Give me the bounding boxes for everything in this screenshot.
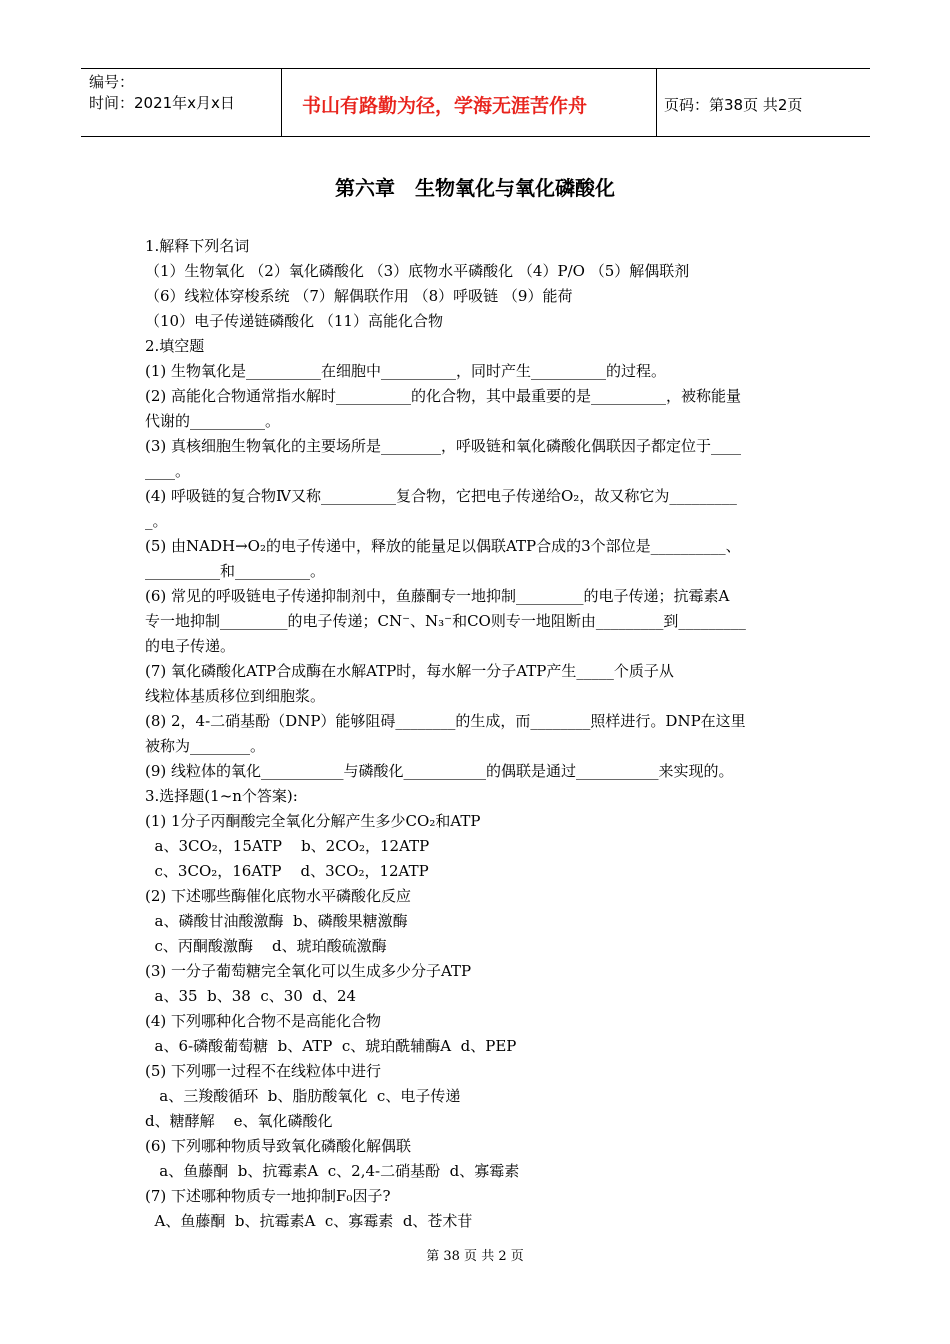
text-line: (6) 常见的呼吸链电子传递抑制剂中，鱼藤酮专一地抑制_________的电子传递；抗霉素A	[145, 587, 730, 605]
text-line: (5) 下列哪一过程不在线粒体中进行	[145, 1062, 382, 1080]
text-line: （6）线粒体穿梭系统 （7）解偶联作用 （8）呼吸链 （9）能荷	[145, 287, 573, 305]
text-line: （10）电子传递链磷酸化 （11）高能化合物	[145, 312, 443, 330]
text-line: (4) 呼吸链的复合物Ⅳ又称__________复合物，它把电子传递给O₂，故又称它为_________	[145, 487, 737, 505]
text-line: (4) 下列哪种化合物不是高能化合物	[145, 1012, 382, 1030]
text-line: (5) 由NADH→O₂的电子传递中，释放的能量足以偶联ATP合成的3个部位是__________、	[145, 537, 741, 555]
text-line: (7) 下述哪种物质专一地抑制F₀因子?	[145, 1187, 391, 1205]
motto: 书山有路勤为径，学海无涯苦作舟	[302, 95, 588, 117]
text-line: 3.选择题(1~n个答案):	[145, 787, 298, 805]
text-line: a、三羧酸循环 b、脂肪酸氧化 c、电子传递	[145, 1087, 461, 1105]
text-line: (2) 下述哪些酶催化底物水平磷酸化反应	[145, 887, 412, 905]
text-line: (3) 真核细胞生物氧化的主要场所是________，呼吸链和氧化磷酸化偶联因子都定位于____	[145, 437, 742, 455]
text-line: (6) 下列哪种物质导致氧化磷酸化解偶联	[145, 1137, 412, 1155]
page-header	[81, 68, 870, 137]
text-line: a、6-磷酸葡萄糖 b、ATP c、琥珀酰辅酶A d、PEP	[145, 1037, 517, 1055]
text-line: 的电子传递。	[145, 637, 236, 655]
text-line: A、鱼藤酮 b、抗霉素A c、寡霉素 d、苍术苷	[145, 1212, 473, 1230]
text-line: 线粒体基质移位到细胞浆。	[145, 687, 326, 705]
text-line: c、丙酮酸激酶 d、琥珀酸硫激酶	[145, 937, 387, 955]
text-line: a、35 b、38 c、30 d、24	[145, 987, 357, 1005]
text-line: (9) 线粒体的氧化___________与磷酸化___________的偶联是通过___________来实现的。	[145, 762, 734, 780]
text-line: d、糖酵解 e、氧化磷酸化	[145, 1112, 333, 1130]
text-line: a、鱼藤酮 b、抗霉素A c、2,4-二硝基酚 d、寡霉素	[145, 1162, 520, 1180]
text-line: __________和__________。	[145, 562, 326, 580]
text-line: c、3CO₂，16ATP d、3CO₂，12ATP	[145, 862, 429, 880]
header-meta	[81, 69, 281, 136]
text-line: （1）生物氧化 （2）氧化磷酸化 （3）底物水平磷酸化 （4）P/O （5）解偶联剂	[145, 262, 690, 280]
chapter-title: 第六章 生物氧化与氧化磷酸化	[335, 176, 615, 200]
page-footer: 第 38 页 共 2 页	[426, 1249, 524, 1264]
text-line: (7) 氧化磷酸化ATP合成酶在水解ATP时，每水解一分子ATP产生_____个质子从	[145, 662, 674, 680]
text-line: 2.填空题	[145, 337, 205, 355]
text-line: 被称为________。	[145, 737, 266, 755]
text-line: _。	[145, 512, 168, 530]
text-line: a、3CO₂，15ATP b、2CO₂，12ATP	[145, 837, 430, 855]
header-motto-cell	[281, 69, 657, 136]
text-line: a、磷酸甘油酸激酶 b、磷酸果糖激酶	[145, 912, 408, 930]
code-label: 编号：	[89, 73, 135, 91]
text-line: ____。	[145, 462, 191, 480]
text-line: (1) 1分子丙酮酸完全氧化分解产生多少CO₂和ATP	[145, 812, 481, 830]
text-line: (1) 生物氧化是__________在细胞中__________，同时产生__________的过程。	[145, 362, 667, 380]
text-line: 1.解释下列名词	[145, 237, 250, 255]
page-info: 页码：第38页 共2页	[664, 96, 803, 114]
text-line: (8) 2，4-二硝基酚（DNP）能够阻碍________的生成，而________照样进行。DNP在这里	[145, 712, 746, 730]
text-line: 代谢的__________。	[145, 412, 281, 430]
text-line: 专一地抑制_________的电子传递；CN⁻、N₃⁻和CO则专一地阻断由_________到_________	[145, 612, 746, 630]
header-page-cell	[656, 69, 870, 136]
text-line: (2) 高能化合物通常指水解时__________的化合物，其中最重要的是__________，被称能量	[145, 387, 742, 405]
time-label: 时间：2021年x月x日	[89, 94, 235, 112]
text-line: (3) 一分子葡萄糖完全氧化可以生成多少分子ATP	[145, 962, 472, 980]
